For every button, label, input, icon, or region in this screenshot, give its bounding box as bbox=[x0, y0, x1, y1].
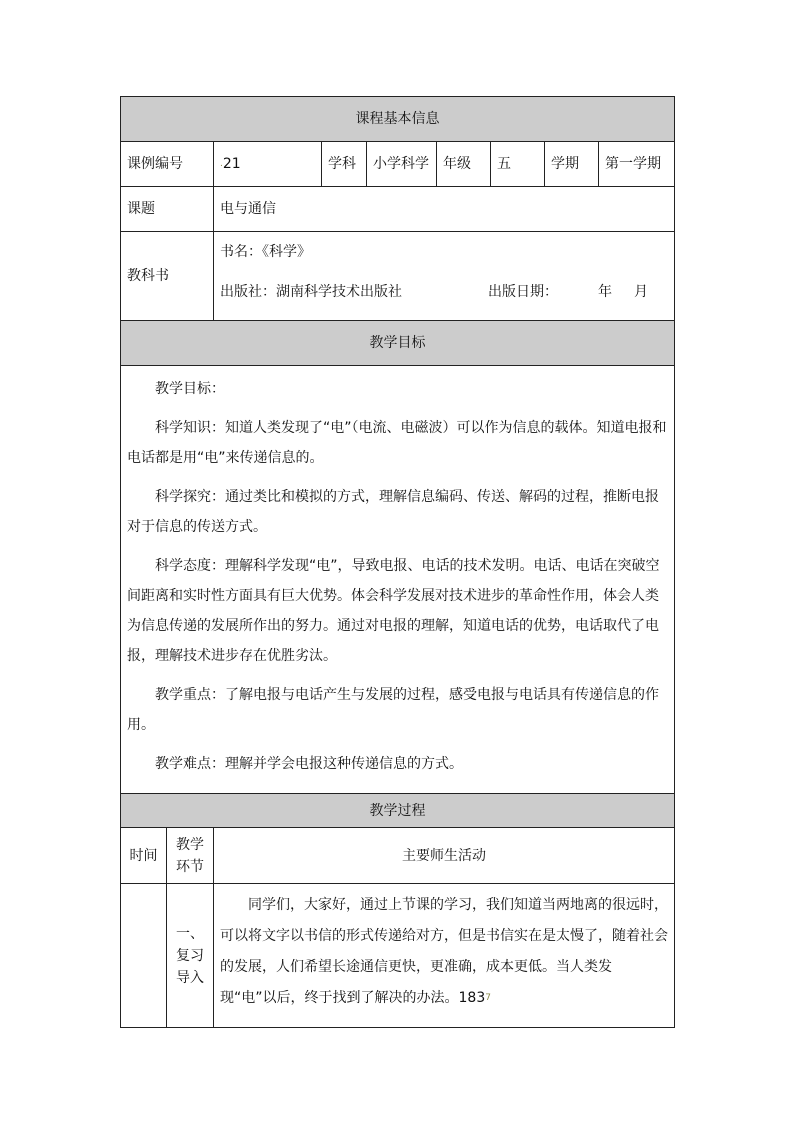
publisher: 出版社：湖南科学技术出版社 bbox=[220, 284, 402, 300]
activity-text bbox=[220, 890, 668, 1014]
subject-label: 学科 bbox=[322, 142, 367, 187]
objectives-intro: 教学目标： bbox=[155, 381, 225, 397]
objective-knowledge: 科学知识：知道人类发现了“电”（电流、电磁波）可以作为信息的载体。知道电报和电话都是用“电”来传递信息的。 bbox=[127, 420, 667, 466]
stage-line-1: 一、 bbox=[176, 925, 204, 942]
course-code-label: 课例编号 bbox=[121, 142, 214, 187]
activity-cell bbox=[214, 884, 675, 1028]
grade-label: 年级 bbox=[437, 142, 491, 187]
col-time: 时间 bbox=[121, 828, 167, 884]
time-cell bbox=[121, 884, 167, 1028]
activity-tail: 7 bbox=[485, 993, 491, 1003]
term-label: 学期 bbox=[545, 142, 599, 187]
publisher-line bbox=[220, 280, 668, 304]
objective-difficulty: 教学难点：理解并学会电报这种传递信息的方式。 bbox=[155, 756, 463, 772]
topic-value: 电与通信 bbox=[214, 187, 675, 232]
stage-line-2: 复习 bbox=[176, 947, 204, 964]
basic-info-header: 课程基本信息 bbox=[121, 97, 675, 142]
lesson-plan-sheet bbox=[120, 96, 674, 1028]
stage-line-3: 导入 bbox=[176, 969, 204, 986]
course-code-value: 21 bbox=[222, 156, 241, 172]
textbook-info bbox=[214, 232, 675, 321]
col-stage-line-2: 环节 bbox=[176, 858, 204, 875]
grade-value: 五 bbox=[491, 142, 545, 187]
activity-paragraph: 同学们，大家好，通过上节课的学习，我们知道当两地离的很远时，可以将文字以书信的形式传递给对方，但是书信实在是太慢了，随着社会的发展，人们希望长途通信更快，更准确，成本更低。当人类发现“电”以后，终于找到了解决的办法。183 bbox=[220, 897, 668, 1006]
lesson-plan-table bbox=[120, 96, 675, 1028]
objective-key-point: 教学重点：了解电报与电话产生与发展的过程，感受电报与电话具有传递信息的作用。 bbox=[127, 687, 659, 733]
process-header: 教学过程 bbox=[121, 794, 675, 828]
objectives-header: 教学目标 bbox=[121, 321, 675, 366]
textbook-label: 教科书 bbox=[121, 232, 214, 321]
col-stage-line-1: 教学 bbox=[176, 836, 204, 853]
pub-date-label: 出版日期： bbox=[488, 284, 558, 300]
pub-year: 年 bbox=[598, 284, 612, 300]
col-stage bbox=[167, 828, 214, 884]
course-code-dot: . bbox=[220, 159, 223, 169]
term-value: 第一学期 bbox=[599, 142, 675, 187]
col-activity: 主要师生活动 bbox=[214, 828, 675, 884]
objectives-body bbox=[121, 366, 675, 794]
course-code-cell bbox=[214, 142, 322, 187]
book-name: 书名：《科学》 bbox=[220, 244, 311, 260]
objective-inquiry: 科学探究：通过类比和模拟的方式，理解信息编码、传送、解码的过程，推断电报对于信息的传送方式。 bbox=[127, 489, 659, 535]
objective-attitude: 科学态度：理解科学发现“电”，导致电报、电话的技术发明。电话、电话在突破空间距离和实时性方面具有巨大优势。体会科学发展对技术进步的革命性作用，体会人类为信息传递的发展所作出的努力。通过对电报的理解，知道电话的优势，电话取代了电报，理解技术进步存在优胜劣汰。 bbox=[127, 558, 660, 664]
topic-label: 课题 bbox=[121, 187, 214, 232]
stage-cell bbox=[167, 884, 214, 1028]
pub-month: 月 bbox=[634, 284, 648, 300]
subject-value: 小学科学 bbox=[367, 142, 437, 187]
